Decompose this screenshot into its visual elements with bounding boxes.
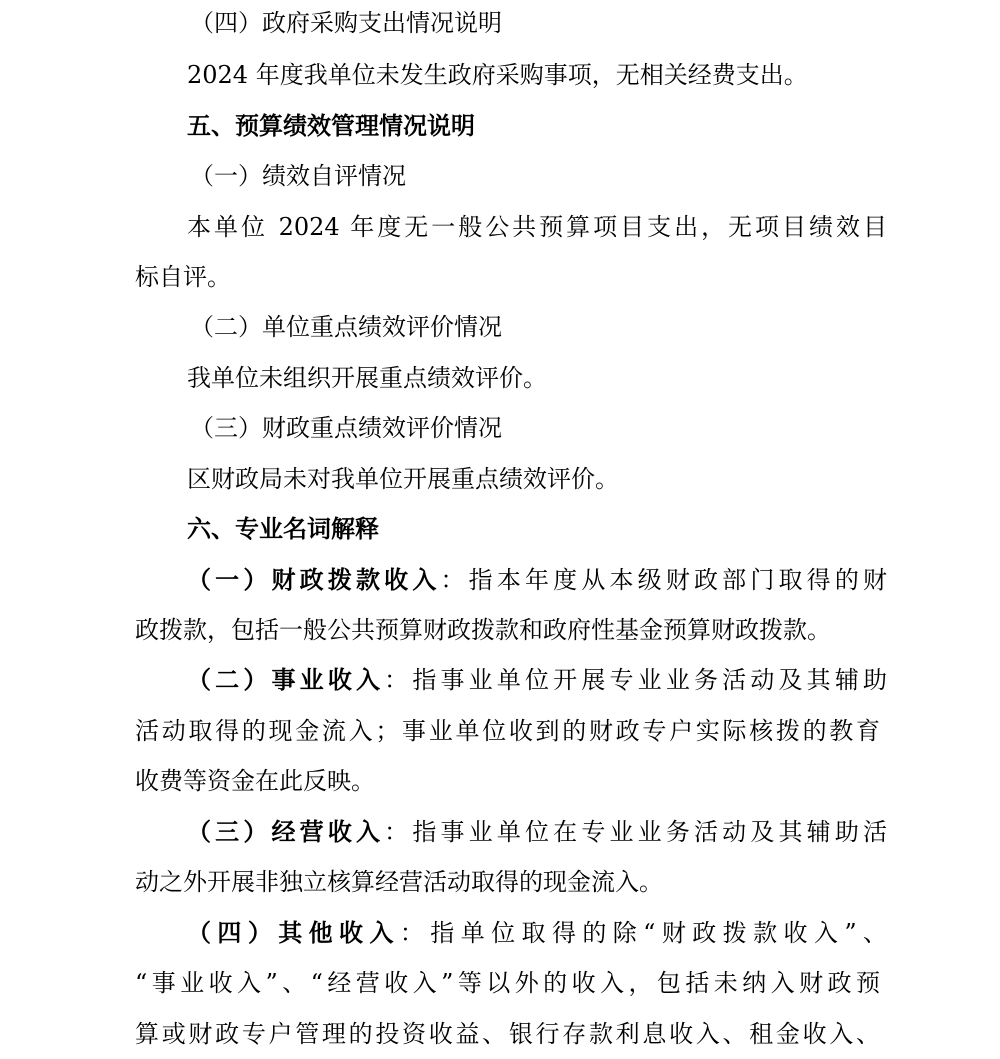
paragraph-line: 2024 年度我单位未发生政府采购事项，无相关经费支出。 (187, 61, 808, 89)
section-5-2-heading: （二）单位重点绩效评价情况 (190, 313, 502, 341)
paragraph-line: 算或财政专户管理的投资收益、银行存款利息收入、租金收入、 (135, 1020, 880, 1048)
paragraph-line: 标自评。 (135, 263, 231, 291)
paragraph-line: 政拨款，包括一般公共预算财政拨款和政府性基金预算财政拨款。 (135, 616, 831, 644)
paragraph-line: 动之外开展非独立核算经营活动取得的现金流入。 (135, 868, 663, 896)
paragraph-line: 本单位 2024 年度无一般公共预算项目支出，无项目绩效目 (187, 213, 887, 241)
section-5-heading: 五、预算绩效管理情况说明 (187, 112, 475, 140)
paragraph-line: 区财政局未对我单位开展重点绩效评价。 (187, 465, 619, 493)
definition-line (187, 565, 887, 595)
section-6-heading: 六、专业名词解释 (187, 515, 379, 543)
definition-text: ：指单位取得的除“财政拨款收入”、 (399, 919, 888, 947)
definition-line (187, 665, 887, 695)
term-label: （四）其他收入 (187, 919, 400, 947)
term-label: （三）经营收入 (187, 818, 385, 846)
term-label: （二）事业收入 (187, 666, 385, 694)
paragraph-line: 我单位未组织开展重点绩效评价。 (187, 364, 547, 392)
definition-text: ：指事业单位开展专业业务活动及其辅助 (384, 666, 888, 694)
definition-text: ：指本年度从本级财政部门取得的财 (440, 566, 887, 594)
term-label: （一）财政拨款收入 (187, 566, 441, 594)
definition-line (187, 817, 887, 847)
paragraph-line: 收费等资金在此反映。 (135, 767, 375, 795)
section-5-3-heading: （三）财政重点绩效评价情况 (190, 414, 502, 442)
definition-text: ：指事业单位在专业业务活动及其辅助活 (384, 818, 888, 846)
paragraph-line: 活动取得的现金流入；事业单位收到的财政专户实际核拨的教育 (135, 717, 880, 745)
section-5-1-heading: （一）绩效自评情况 (190, 162, 406, 190)
paragraph-line: “事业收入”、“经营收入”等以外的收入，包括未纳入财政预 (135, 969, 880, 997)
section-4-4-heading: （四）政府采购支出情况说明 (190, 9, 502, 37)
definition-line (187, 918, 887, 948)
